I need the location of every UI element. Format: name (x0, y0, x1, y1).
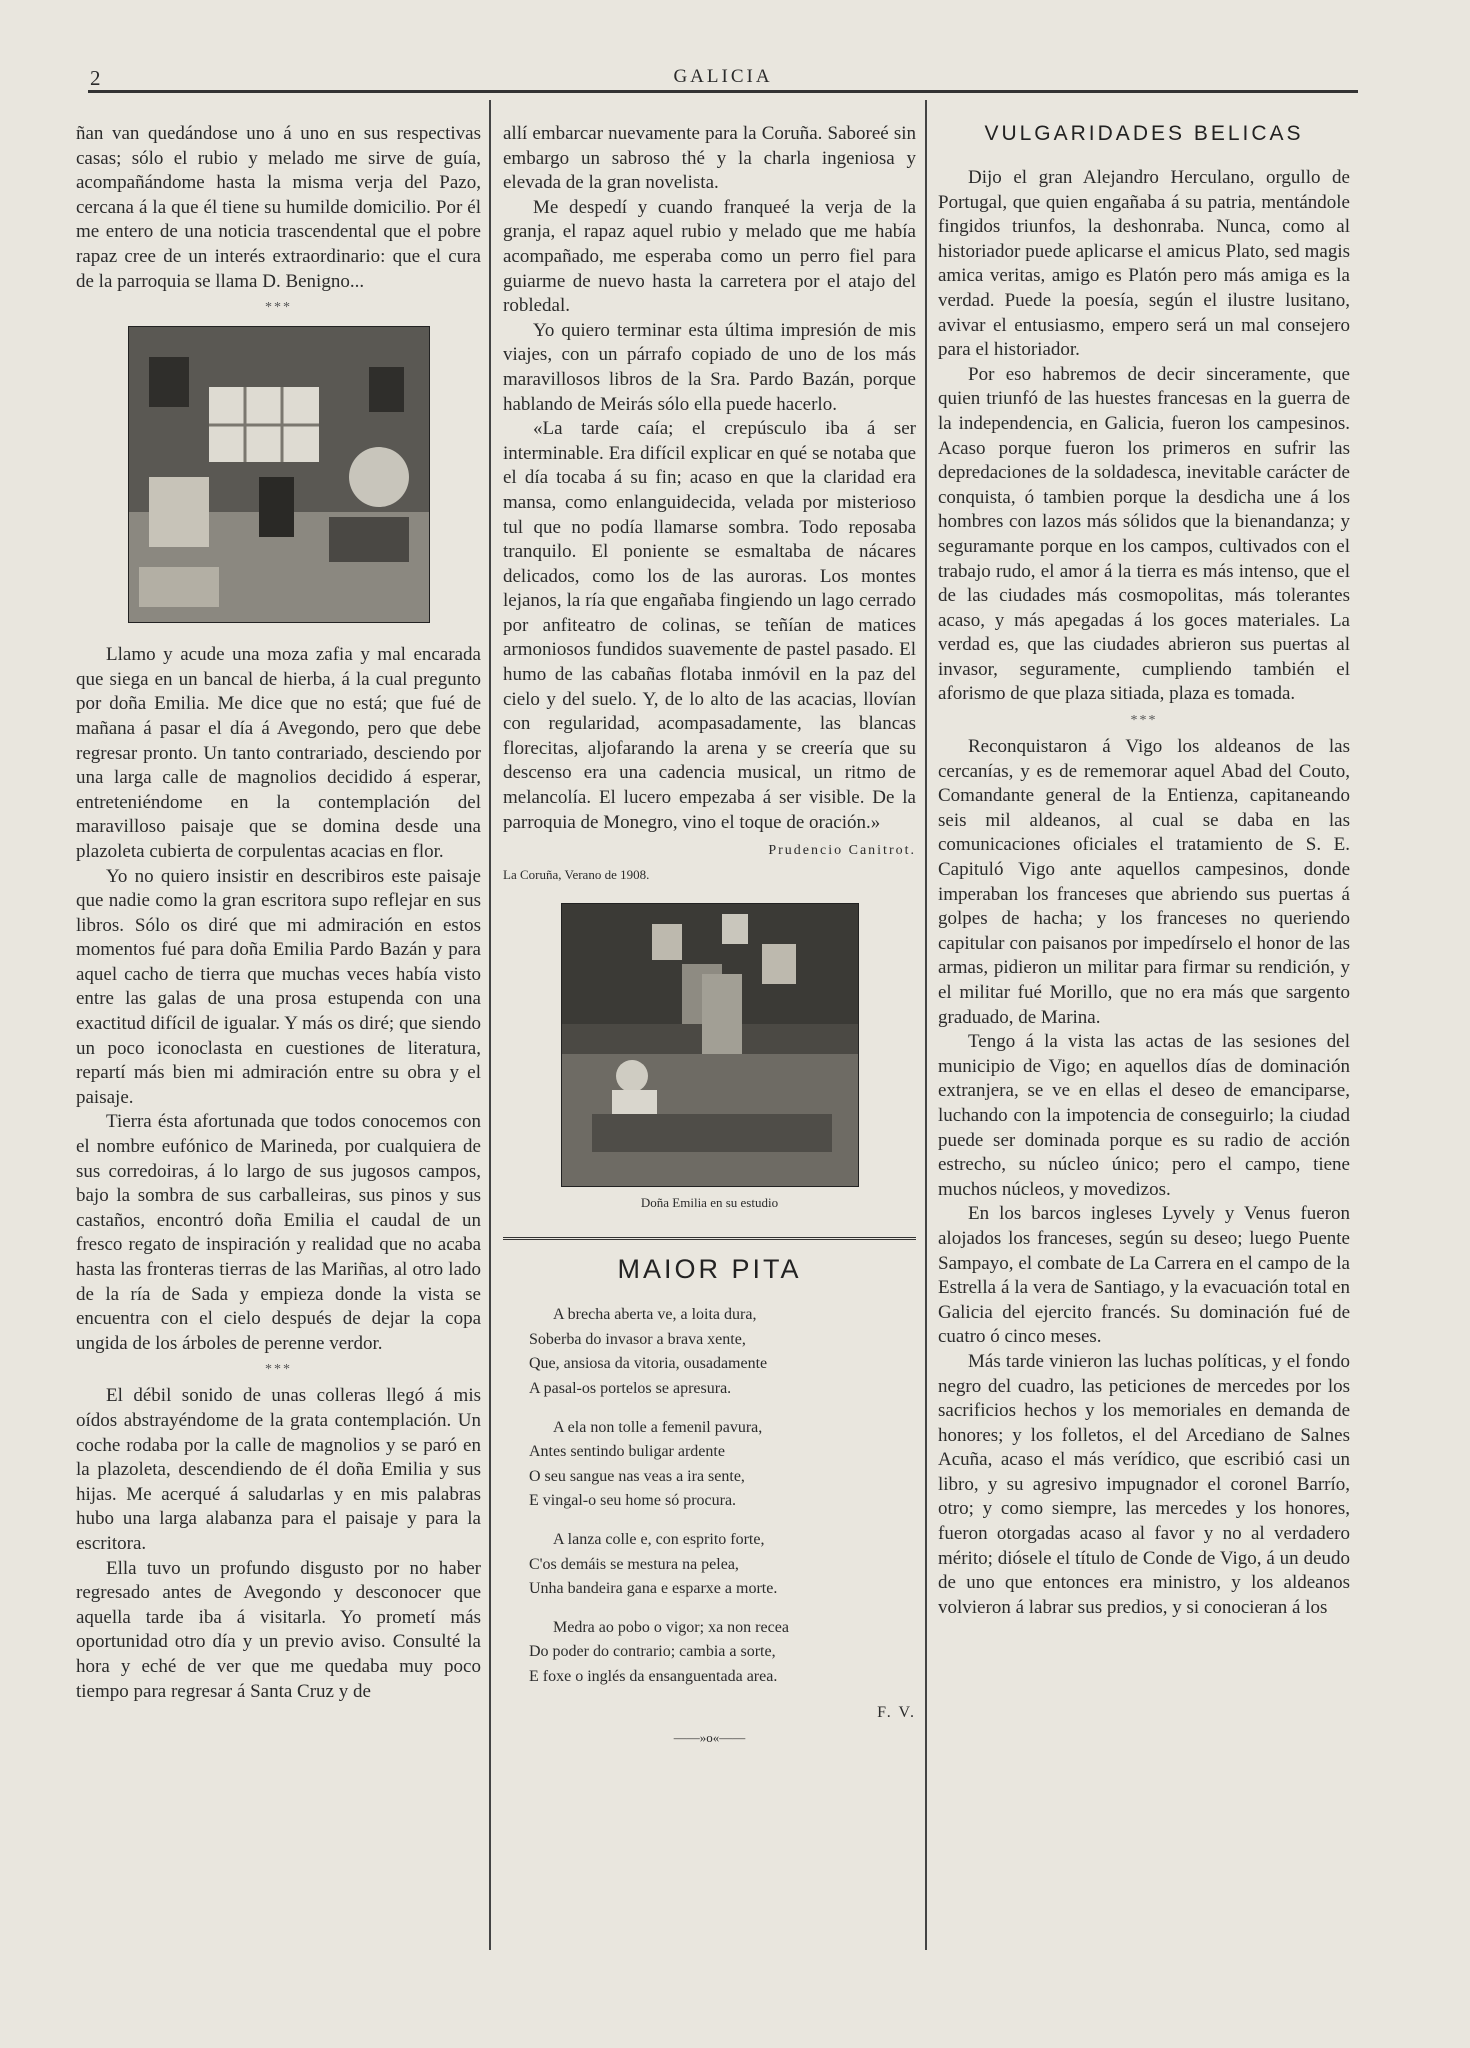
section-separator: *** (265, 1362, 292, 1378)
column-rule-left (489, 100, 491, 1950)
article-paragraph: «La tarde caía; el crepúsculo iba á ser interminable. Era difícil explicar en qué se notaba que el día tocaba á su fin; acaso en que la claridad era mansa, como enlanguidecida, velada por misterioso tul que no podía llamarse sombra. Todo reposaba tranquilo. El poniente se esmaltaba de nácares delicados, como los de las auroras. Los montes lejanos, la ría que engañaba fingiendo un lago cerrado por anfiteatro de colinas, se teñían de matices armoniosos fundidos suavemente de pastel pasado. El humo de las cabañas flotaba inmóvil en la paz del cielo y del suelo. Y, de lo alto de las acacias, llovían con regularidad, acompasadamente, las blancas florecitas, aljofarando la arena y se creería que su descenso era una cadencia musical, un ritmo de melancolía. El lucero empezaba á ser visible. De la parroquia de Monegro, vino el toque de oración.» (503, 418, 916, 833)
poem-line: Unha bandeira gana e esparxe a morte. (529, 1580, 778, 1598)
article-title: VULGARIDADES BELICAS (984, 122, 1304, 145)
poem-line: Do poder do contrario; cambia a sorte, (529, 1643, 776, 1661)
study-illustration (562, 904, 858, 1186)
poem-line: E foxe o inglés da ensanguentada area. (529, 1667, 778, 1685)
author-signature: Prudencio Canitrot. (768, 843, 916, 859)
column-2 (503, 122, 916, 1746)
poem-line: Que, ansiosa da vitoria, ousadamente (529, 1355, 768, 1373)
article-paragraph: Tierra ésta afortunada que todos conocemos con el nombre eufónico de Marineda, por cualquiera de sus corredoiras, á lo largo de sus jugosos campos, bajo la sombra de sus carballeiras, sus pinos y sus castaños, encontró doña Emilia el caudal de un fresco regato de inspiración y realidad que no acaba hasta las fronteras tierras de las Mariñas, al otro lado de la ría de Sada y empieza donde la vista se encuentra con el cielo después de dejar la copa ungida de los árboles de perenne verdor. (76, 1111, 481, 1354)
article-paragraph: allí embarcar nuevamente para la Coruña. Saboreé sin embargo un sabroso thé y la charla ingeniosa y elevada de la gran novelista. (503, 123, 916, 194)
end-mark: ——»o«—— (673, 1729, 746, 1745)
poem-line: C'os demáis se mestura na pelea, (529, 1555, 739, 1573)
article-paragraph: ñan van quedándose uno á uno en sus respectivas casas; sólo el rubio y melado me sirve de guía, acompañándome hasta la misma verja del Pazo, cercana á la que él tiene su humilde domicilio. Por él me entero de una noticia trascendental que el pobre rapaz cree de un interés extraordinario: que el cura de la parroquia se llama D. Benigno... (76, 123, 481, 292)
page-header (88, 64, 1358, 93)
poem-line: Antes sentindo buligar ardente (529, 1443, 725, 1461)
article-paragraph: Me despedí y cuando franqueé la verja de la granja, el rapaz aquel rubio y melado que me había acompañado, me esperaba como un perro fiel para guiarme de nuevo hasta la carretera por el atajo del robledal. (503, 196, 916, 317)
section-separator: *** (1130, 713, 1158, 729)
photo-emilia-study (561, 903, 859, 1187)
poem-line: Soberba do invasor a brava xente, (529, 1330, 746, 1348)
poem-stanza-4 (529, 1616, 916, 1690)
article-paragraph: Más tarde vinieron las luchas políticas, y el fondo negro del cuadro, las peticiones de mercedes por los sacrificios hechos y los memoriales en demanda de honores; y los folletos, el del Arcediano de Salnes Acuña, acaso el más verídico, que escribió casi un libro, y su agresivo impugnador el coronel Barrío, otro; y como siempre, las mercedes y los honores, fueron otorgadas acaso al favor y no al verdadero mérito; diósele el título de Conde de Vigo, á un deudo de uno que entonces era ministro, y los aldeanos volvieron á labrar sus predios, y si conocieran á los (938, 1350, 1350, 1618)
poem-stanza-2 (529, 1416, 916, 1514)
page-number: 2 (90, 66, 101, 90)
column-3 (938, 122, 1350, 1620)
poem-line: A ela non tolle a femenil pavura, (553, 1418, 763, 1436)
poem-stanza-1 (529, 1303, 916, 1401)
article-paragraph: Por eso habremos de decir sinceramente, que quien triunfó de las huestes francesas en la guerra de la independencia, en Galicia, fueron los campesinos. Acaso porque fueron los primeros en sufrir las depredaciones de la soldadesca, inevitable carácter de conquista, ó tambien porque la desdicha une á los hombres con lazos más sólidos que la bienandanza; y seguramante porque en los campos, cultivados con el trabajo rudo, el amor á la tierra es más intenso, que el de las ciudades más cosmopolitas, más tolerantes acaso, y más apegadas á los goces materiales. La verdad es, que las ciudades abrieron sus puertas al invasor, seguramente, cumpliendo también el aforismo de que plaza sitiada, plaza es tomada. (938, 363, 1350, 705)
poem-signature: F. V. (877, 1703, 916, 1721)
poem-line: Medra ao pobo o vigor; xa non recea (553, 1618, 789, 1636)
poem-line: A brecha aberta ve, a loita dura, (553, 1306, 757, 1324)
section-separator: *** (265, 300, 292, 316)
article-paragraph: En los barcos ingleses Lyvely y Venus fueron alojados los franceses, según su deseo; luego Puente Sampayo, el combate de La Carrera en el campo de la Estrella á la vera de Santiago, y la evacuación total en Galicia del ejercito francés. Su dominación fué de cuatro ó cinco meses. (938, 1203, 1350, 1348)
poem-top-rule (503, 1237, 916, 1240)
dateline: La Coruña, Verano de 1908. (503, 867, 650, 883)
photo-interior-room (128, 326, 430, 623)
article-paragraph: Reconquistaron á Vigo los aldeanos de las cercanías, y es de rememorar aquel Abad del Couto, Comandante general de la Entienza, capitaneando seis mil aldeanos, al cual se daba en las comunicaciones oficiales el tratamiento de S. E. Capituló Vigo ante aquellos campesinos, donde imperaban los franceses que abriendo sus puertas á golpes de hacha; y los franceses no queriendo capitular con paisanos por impedírselo el honor de las armas, pidieron un militar para firmar su rendición, y el militar fué Morillo, que no era más que sargento graduado, de Marina. (938, 736, 1350, 1028)
poem-line: E vingal-o seu home só procura. (529, 1492, 737, 1510)
column-rule-right (925, 100, 927, 1950)
article-paragraph: Llamo y acude una moza zafia y mal encarada que siega en un bancal de hierba, á la cual pregunto por doña Emilia. Me dice que no está; que fué de mañana á pasar el día á Avegondo, pero que debe regresar pronto. Un tanto contrariado, desciendo por una larga calle de magnolios decidido á esperar, entreteniéndome en la contemplación del maravilloso paisaje que se domina desde una plazoleta cubierta de corpulentas acacias en flor. (76, 644, 481, 862)
poem-stanza-3 (529, 1528, 916, 1602)
room-illustration (129, 327, 429, 622)
photo-caption: Doña Emilia en su estudio (640, 1195, 779, 1211)
poem-line: A pasal-os portelos se apresura. (529, 1380, 732, 1397)
article-paragraph: El débil sonido de unas colleras llegó á mis oídos abstrayéndome de la grata contemplación. Un coche rodaba por la calle de magnolios y se paró en la plazoleta, descendiendo de él doña Emilia y sus hijas. Me acerqué á saludarlas y en mis palabras hubo una larga alabanza para el paisaje y para la escritora. (76, 1385, 481, 1554)
article-paragraph: Ella tuvo un profundo disgusto por no haber regresado antes de Avegondo y desconocer que aquella tarde iba á visitarla. Yo prometí más oportunidad otro día y un previo aviso. Consulté la hora y eché de ver que me quedaba muy poco tiempo para regresar á Santa Cruz y de (76, 1557, 481, 1702)
masthead-title: GALICIA (673, 66, 773, 87)
article-paragraph: Yo quiero terminar esta última impresión de mis viajes, con un párrafo copiado de uno de los más maravillosos libros de la Sra. Pardo Bazán, porque hablando de Meirás sólo ella puede hacerlo. (503, 319, 916, 415)
column-1 (76, 122, 481, 1704)
article-paragraph: Dijo el gran Alejandro Herculano, orgullo de Portugal, que quien engañaba á su patria, mentándole fingidos triunfos, la deshonraba. Nunca, como al historiador puede aplicarse el amicus Plato, sed magis amica veritas, amigo es Platón pero más amiga es la verdad. Puede la poesía, según el ilustre lusitano, avivar el entusiasmo, empero será un mal consejero para el historiador. (938, 167, 1350, 361)
article-paragraph: Yo no quiero insistir en describiros este paisaje que nadie como la gran escritora supo reflejar en sus libros. Sólo os diré que mi admiración en estos momentos fué para doña Emilia Pardo Bazán y para aquel cacho de tierra que muchas veces había visto entre las galas de una prosa estupenda con una exactitud difícil de igualar. Y más os diré; que siendo un poco iconoclasta en cuestiones de literatura, repartí más bien mi admiración entre su obra y el paisaje. (76, 865, 481, 1108)
poem-title: MAIOR PITA (617, 1254, 802, 1285)
poem (503, 1303, 916, 1689)
article-paragraph: Tengo á la vista las actas de las sesiones del municipio de Vigo; en aquellos días de dominación extranjera, se ve en ellas el deseo de emanciparse, luchando con la impotencia de conseguirlo; la ciudad puede ser dominada porque es su radio de acción estrecho, su núcleo único; pero el campo, tiene muchos núcleos, y movedizos. (938, 1031, 1350, 1200)
poem-line: O seu sangue nas veas a ira sente, (529, 1467, 745, 1485)
poem-line: A lanza colle e, con esprito forte, (553, 1530, 765, 1548)
